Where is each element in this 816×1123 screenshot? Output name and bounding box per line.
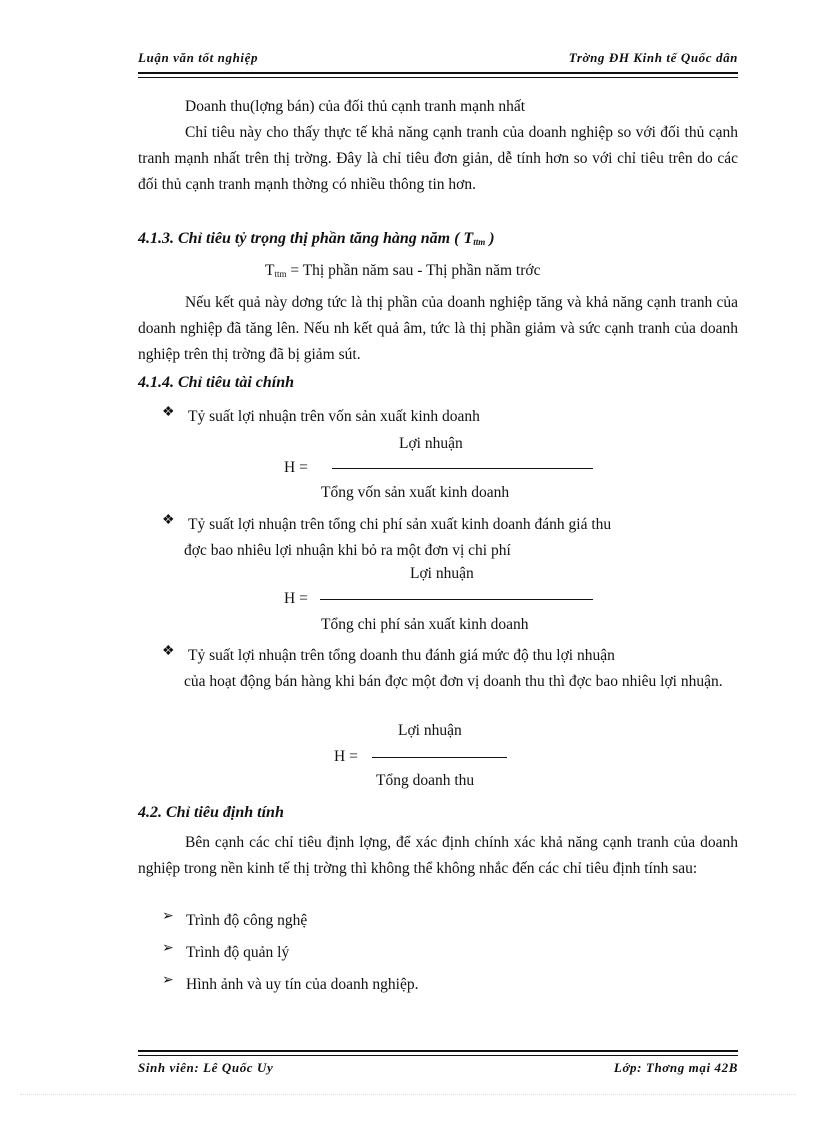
formula-2-lhs: H = [284,590,308,607]
list-item-1: Trình độ công nghệ [186,912,308,929]
bullet-3-rest: của hoạt động bán hàng khi bán đợc một đơn vị doanh thu thì đợc bao nhiêu lợi nhuận. [184,673,723,690]
arrow-bullet-icon: ➢ [162,909,174,924]
paragraph-2: Chỉ tiêu này cho thấy thực tế khả năng cạnh tranh của doanh nghiệp so với đối thủ cạnh tranh mạnh nhất trên thị trờng. Đây là chỉ tiêu đơn giản, dễ tính hơn so với chỉ tiêu trên do các đối thủ cạnh tranh mạnh thờng có nhiều thông tin hơn. [138,124,738,193]
equation-lhs: T [265,262,275,279]
formula-1-numerator: Lợi nhuận [399,435,463,452]
formula-1-lhs: H = [284,459,308,476]
equation-rhs: = Thị phần năm sau - Thị phần năm trớc [286,262,541,279]
page-bottom-edge [20,1094,796,1095]
page-footer [138,1060,738,1080]
equation-sub: ttm [274,269,287,279]
formula-3-fraction-bar [372,757,507,758]
bullet-2-line-1: Tỷ suất lợi nhuận trên tổng chi phí sản xuất kinh doanh đánh giá thu [188,516,612,533]
bullet-3-line-1: Tỷ suất lợi nhuận trên tổng doanh thu đánh giá mức độ thu lợi nhuận [188,647,615,664]
diamond-bullet-icon: ❖ [162,405,175,420]
paragraph-4: Bên cạnh các chỉ tiêu định lợng, để xác định chính xác khả năng cạnh tranh của doanh nghiệp trong nền kinh tế thị trờng thì không thể không nhắc đến các chỉ tiêu định tính sau: [138,834,738,877]
header-right: Trờng ĐH Kinh tế Quốc dân [568,50,738,65]
page-header [138,50,738,70]
heading-4-1-3-end: ) [485,230,495,247]
arrow-bullet-icon: ➢ [162,973,174,988]
bullet-2-line-2: đợc bao nhiêu lợi nhuận khi bỏ ra một đơn vị chi phí [184,542,511,559]
formula-1-denominator: Tổng vốn sản xuất kinh doanh [321,484,510,501]
list-item-2: Trình độ quản lý [186,944,290,961]
formula-2-fraction-bar [320,599,593,600]
footer-left: Sinh viên: Lê Quốc Uy [138,1060,274,1075]
formula-2-denominator: Tổng chi phí sản xuất kinh doanh [321,616,529,633]
footer-right: Lớp: Thơng mại 42B [613,1060,738,1075]
bullet-1-text: Tỷ suất lợi nhuận trên vốn sản xuất kinh doanh [188,408,480,425]
paragraph-3: Nếu kết quả này dơng tức là thị phần của doanh nghiệp tăng và khả năng cạnh tranh của doanh nghiệp đã tăng lên. Nếu nh kết quả âm, tức là thị phần giảm và sức cạnh tranh của doanh nghiệp trên thị trờng đã bị giảm sút. [138,294,738,363]
formula-1-fraction-bar [332,468,593,469]
heading-4-1-3-sub: ttm [473,237,486,247]
formula-2-numerator: Lợi nhuận [410,565,474,582]
formula-3-lhs: H = [334,748,358,765]
formula-3-numerator: Lợi nhuận [398,722,462,739]
heading-4-1-3-text: 4.1.3. Chỉ tiêu tỷ trọng thị phần tăng hàng năm ( T [138,230,474,247]
header-left: Luận văn tốt nghiệp [138,50,259,65]
heading-4-1-3 [138,226,738,255]
list-item-3: Hình ảnh và uy tín của doanh nghiệp. [186,976,419,993]
heading-4-1-4: 4.1.4. Chỉ tiêu tài chính [138,374,295,391]
paragraph-1: Doanh thu(lợng bán) của đối thủ cạnh tranh mạnh nhất [185,98,526,115]
arrow-bullet-icon: ➢ [162,941,174,956]
header-rule [138,72,738,78]
footer-rule [138,1050,738,1056]
diamond-bullet-icon: ❖ [162,513,175,528]
equation-market-share [265,259,540,286]
heading-4-2: 4.2. Chỉ tiêu định tính [138,804,284,821]
formula-3-denominator: Tổng doanh thu [376,772,475,789]
diamond-bullet-icon: ❖ [162,644,175,659]
